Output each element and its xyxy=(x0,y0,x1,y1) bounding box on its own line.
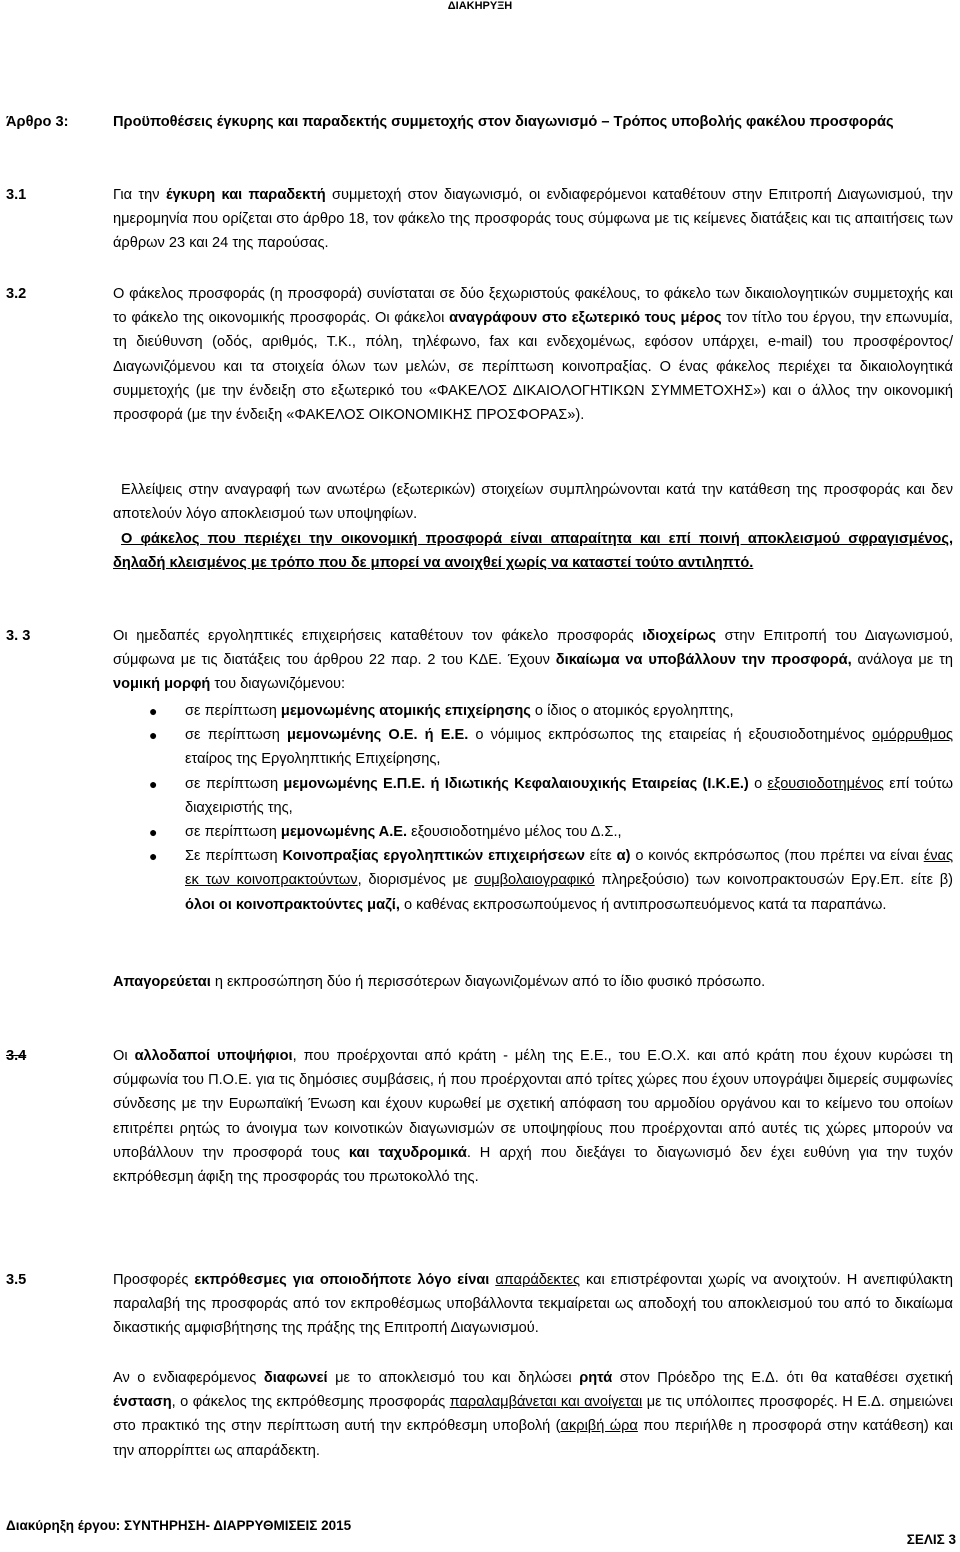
article-title: Προϋποθέσεις έγκυρης και παραδεκτής συμμετοχής στον διαγωνισμό – Τρόπος υποβολής φακέλου προσφοράς xyxy=(113,114,894,130)
section-3-4-text: Οι αλλοδαποί υποψήφιοι, που προέρχονται από κράτη - μέλη της Ε.Ε., του Ε.Ο.Χ. και από κράτη που έχουν κυρώσει τη σύμφωνία του Π.Ο.Ε. για τις δημόσιες συμβάσεις, ή που προέρχονται από τρίτες χώρες που έχουν υπογράψει διμερείς συμφωνίες σύνδεσης με την Ευρωπαϊκή Ένωση και έχουν κυρωθεί με σχετική απόφαση του αρμοδίου οργάνου και το κείμενο του οποίων επιτρέπει ρητώς το άνοιγμα των κοινοτικών διαγωνισμών σε υποψηφίους που προέρχονται από αυτές τις χώρες μπορούν να υποβάλλουν την προσφορά τους και ταχυδρομικά. Η αρχή που διεξάγει το διαγωνισμό δεν έχει ευθύνη για την τυχόν εκπρόθεσμη άφιξη της προσφοράς του πρωτοκολλό της. xyxy=(113,1048,953,1186)
section-3-2-text: Ο φάκελος προσφοράς (η προσφορά) συνίσταται σε δύο ξεχωριστούς φακέλους, το φάκελο των δικαιολογητικών συμμετοχής και το φάκελο της οικονομικής προσφοράς. Οι φάκελοι αναγράφουν στο εξωτερικό τους μέρος τον τίτλο του έργου, την επωνυμία, τη διεύθυνση (οδός, αριθμός, Τ.Κ., πόλη, τηλέφωνο, fax και ενδεχομένως, εφόσον υπάρχει, e-mail) του προσφέροντος/Διαγωνιζόμενου και τα στοιχεία όλων των μελών, σε περίπτωση κοινοπραξίας. Ο ένας φάκελος περιέχει τα δικαιολογητικά συμμετοχής (με την ένδειξη στο εξωτερικό του «ΦΑΚΕΛΟΣ ΔΙΚΑΙΟΛΟΓΗΤΙΚΩΝ ΣΥΜΜΕΤΟΧΗΣ») και ο άλλος την οικονομική προσφορά (με την ένδειξη «ΦΑΚΕΛΟΣ ΟΙΚΟΝΟΜΙΚΗΣ ΠΡΟΣΦΟΡΑΣ»). xyxy=(113,286,953,424)
section-3-4-number: 3.4 xyxy=(6,1048,27,1064)
bullet-icon: ● xyxy=(149,703,158,719)
section-3-1-number: 3.1 xyxy=(6,187,27,203)
bullet-icon: ● xyxy=(149,848,158,865)
list-item: ● σε περίπτωση μεμονωμένης ατομικής επιχείρησης ο ίδιος ο ατομικός εργοληπτης, xyxy=(185,699,953,723)
section-3-5-number: 3.5 xyxy=(6,1272,27,1288)
bullet-icon: ● xyxy=(149,824,158,841)
section-3-2-paragraph-2: Ελλείψεις στην αναγραφή των ανωτέρω (εξωτερικών) στοιχείων συμπληρώνονται κατά την κατάθεση της προσφοράς και δεν αποτελούν λόγο αποκλεισμού των υποψηφίων. xyxy=(113,482,953,523)
section-3-3-paragraph-2: Απαγορεύεται η εκπροσώπηση δύο ή περισσότερων διαγωνιζομένων από το ίδιο φυσικό πρόσωπο. xyxy=(113,974,766,990)
footer-page-number: ΣΕΛΙΣ 3 xyxy=(906,1532,956,1547)
list-item: ● σε περίπτωση μεμονωμένης Ο.Ε. ή Ε.Ε. ο νόμιμος εκπρόσωπος της εταιρείας ή εξουσιοδοτημένος ομόρρυθμος εταίρος της Εργοληπτικής Επιχείρησης, xyxy=(185,723,953,771)
section-3-5-text: Προσφορές εκπρόθεσμες για οποιοδήποτε λόγο είναι απαράδεκτες και επιστρέφονται χωρίς να ανοιχτούν. Η ανεπιφύλακτη παραλαβή της προσφοράς από τον εκπροθέσμως υποβάλλοντα τεκμαίρεται ως αποδοχή του αποκλεισμού του από το δικαίωμα δικαστικής αμφισβήτησης της πράξης της Επιτροπή Διαγωνισμού. xyxy=(113,1272,953,1337)
section-3-1-text: Για την έγκυρη και παραδεκτή συμμετοχή στον διαγωνισμό, οι ενδιαφερόμενοι καταθέτουν στην Επιτροπή Διαγωνισμού, την ημερομηνία που ορίζεται στο άρθρο 18, τον φάκελο της προσφοράς τους σύμφωνα με τις κείμενες διατάξεις και τις απαιτήσεις των άρθρων 23 και 24 της παρούσας. xyxy=(113,187,953,252)
list-item: ● σε περίπτωση μεμονωμένης Ε.Π.Ε. ή Ιδιωτικής Κεφαλαιουχικής Εταιρείας (Ι.Κ.Ε.) ο εξουσιοδοτημένος επί τούτω διαχειριστής της, xyxy=(185,772,953,820)
bullet-icon: ● xyxy=(149,727,158,744)
section-3-3-text: Οι ημεδαπές εργοληπτικές επιχειρήσεις καταθέτουν τον φάκελο προσφοράς ιδιοχείρως στην Επιτροπή του Διαγωνισμού, σύμφωνα με τις διατάξεις του άρθρου 22 παρ. 2 του ΚΔΕ. Έχουν δικαίωμα να υποβάλλουν την προσφορά, ανάλογα με τη νομική μορφή του διαγωνιζόμενου: xyxy=(113,628,953,693)
section-3-2-number: 3.2 xyxy=(6,286,27,302)
list-item: ● σε περίπτωση μεμονωμένης Α.Ε. εξουσιοδοτημένο μέλος του Δ.Σ., xyxy=(185,820,953,844)
section-3-2-paragraph-3: Ο φάκελος που περιέχει την οικονομική προσφορά είναι απαραίτητα και επί ποινή αποκλεισμού σφραγισμένος, δηλαδή κλεισμένος με τρόπο που δε μπορεί να ανοιχθεί χωρίς να καταστεί τούτο αντιληπτό. xyxy=(113,531,953,572)
bullet-icon: ● xyxy=(149,775,158,792)
legal-form-list xyxy=(149,699,953,917)
section-3-5-paragraph-2: Αν ο ενδιαφερόμενος διαφωνεί με το αποκλεισμό του και δηλώσει ρητά στον Πρόεδρο της Ε.Δ. ότι θα καταθέσει σχετική ένσταση, ο φάκελος της εκπρόθεσμης προσφοράς παραλαμβάνεται και ανοίγεται με τις υπόλοιπες προσφορές. Η Ε.Δ. σημειώνει στο πρακτικό της στην περίπτωση αυτή την εκπρόθεσμη υποβολή (ακριβή ώρα που περιήλθε η προσφορά στην κατάθεση) και την απορρίπτει ως απαράδεκτη. xyxy=(113,1370,954,1459)
list-item: ● Σε περίπτωση Κοινοπραξίας εργοληπτικών επιχειρήσεων είτε α) ο κοινός εκπρόσωπος (που πρέπει να είναι ένας εκ των κοινοπρακτούντων, διορισμένος με συμβολαιογραφικό πληρεξούσιο) των κοινοπρακτουσών Εργ.Επ. είτε β) όλοι οι κοινοπρακτούντες μαζί, ο καθένας εκπροσωπούμενος ή αντιπροσωπευόμενος κατά τα παραπάνω. xyxy=(185,844,953,917)
article-label: Άρθρο 3: xyxy=(6,114,69,130)
section-3-3-number: 3. 3 xyxy=(6,628,31,644)
footer-project: Διακύρηξη έργου: ΣΥΝΤΗΡΗΣΗ- ΔΙΑΡΡΥΘΜΙΣΕΙΣ 2015 xyxy=(6,1518,352,1533)
page-header: ΔΙΑΚΗΡΥΞΗ xyxy=(447,0,513,12)
